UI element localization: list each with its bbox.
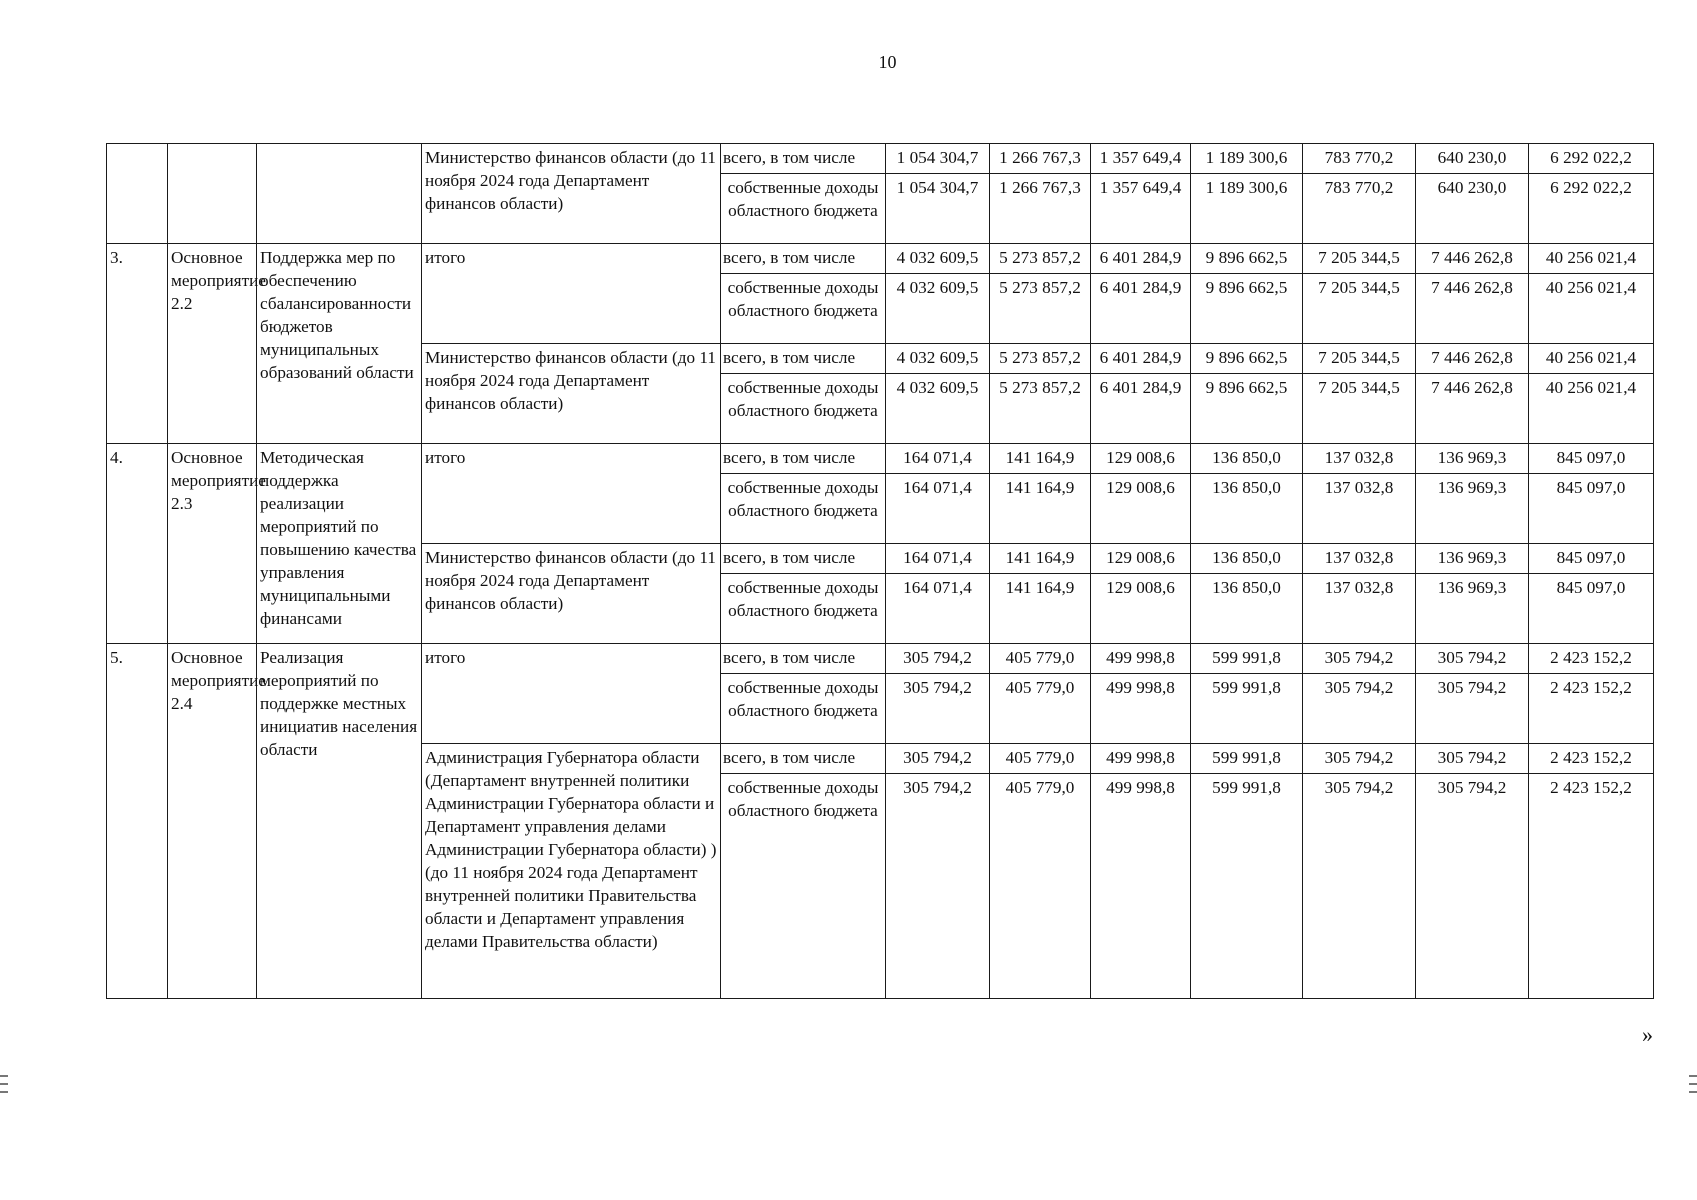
funding-source: всего, в том числе — [721, 344, 886, 374]
amount-cell: 1 357 649,4 — [1091, 174, 1191, 244]
amount-cell: 305 794,2 — [886, 674, 990, 744]
amount-cell: 499 998,8 — [1091, 674, 1191, 744]
amount-cell: 4 032 609,5 — [886, 274, 990, 344]
row-name: Реализация мероприятий по поддержке местных инициатив населения области — [257, 644, 422, 999]
funding-source: всего, в том числе — [721, 144, 886, 174]
amount-cell: 4 032 609,5 — [886, 374, 990, 444]
row-event: Основное мероприятие 2.2 — [168, 244, 257, 444]
funding-source: всего, в том числе — [721, 444, 886, 474]
amount-cell: 7 446 262,8 — [1416, 374, 1529, 444]
amount-cell: 1 357 649,4 — [1091, 144, 1191, 174]
amount-cell: 845 097,0 — [1529, 474, 1654, 544]
executor-cell: Министерство финансов области (до 11 ноября 2024 года Департамент финансов области) — [422, 144, 721, 244]
row-event: Основное мероприятие 2.4 — [168, 644, 257, 999]
amount-cell: 499 998,8 — [1091, 644, 1191, 674]
executor-cell: Администрация Губернатора области (Департамент внутренней политики Администрации Губернатора области и Департамент управления делами Администрации Губернатора области) ) (до 11 ноября 2024 года Департамент внутренней политики Правительства области и Департамент управления делами Правительства области) — [422, 744, 721, 999]
funding-source: собственные доходы областного бюджета — [721, 574, 886, 644]
amount-cell: 305 794,2 — [1416, 644, 1529, 674]
funding-source: всего, в том числе — [721, 244, 886, 274]
amount-cell: 845 097,0 — [1529, 574, 1654, 644]
amount-cell: 640 230,0 — [1416, 144, 1529, 174]
executor-cell: итого — [422, 644, 721, 744]
amount-cell: 40 256 021,4 — [1529, 374, 1654, 444]
amount-cell: 305 794,2 — [1416, 774, 1529, 999]
amount-cell: 405 779,0 — [990, 774, 1091, 999]
budget-table — [106, 143, 1654, 999]
funding-source: всего, в том числе — [721, 544, 886, 574]
amount-cell: 4 032 609,5 — [886, 244, 990, 274]
amount-cell: 5 273 857,2 — [990, 244, 1091, 274]
amount-cell: 7 205 344,5 — [1303, 244, 1416, 274]
row-no: 3. — [107, 244, 168, 444]
table-row — [107, 644, 1654, 674]
amount-cell: 9 896 662,5 — [1191, 374, 1303, 444]
amount-cell: 599 991,8 — [1191, 774, 1303, 999]
amount-cell: 305 794,2 — [1416, 674, 1529, 744]
amount-cell: 6 292 022,2 — [1529, 144, 1654, 174]
amount-cell: 141 164,9 — [990, 574, 1091, 644]
funding-source: собственные доходы областного бюджета — [721, 674, 886, 744]
scan-edge-mark — [0, 1091, 8, 1093]
amount-cell: 845 097,0 — [1529, 544, 1654, 574]
amount-cell: 136 850,0 — [1191, 444, 1303, 474]
table-row — [107, 244, 1654, 274]
scan-edge-mark — [0, 1083, 8, 1085]
amount-cell: 305 794,2 — [1416, 744, 1529, 774]
amount-cell: 136 969,3 — [1416, 544, 1529, 574]
amount-cell: 7 446 262,8 — [1416, 244, 1529, 274]
amount-cell: 136 969,3 — [1416, 574, 1529, 644]
executor-cell: Министерство финансов области (до 11 ноября 2024 года Департамент финансов области) — [422, 344, 721, 444]
scan-edge-mark — [1689, 1075, 1697, 1077]
amount-cell: 499 998,8 — [1091, 774, 1191, 999]
amount-cell: 405 779,0 — [990, 674, 1091, 744]
amount-cell: 405 779,0 — [990, 644, 1091, 674]
amount-cell: 129 008,6 — [1091, 474, 1191, 544]
amount-cell: 1 189 300,6 — [1191, 174, 1303, 244]
amount-cell: 129 008,6 — [1091, 574, 1191, 644]
amount-cell: 1 054 304,7 — [886, 144, 990, 174]
funding-source: всего, в том числе — [721, 644, 886, 674]
row-no: 4. — [107, 444, 168, 644]
funding-source: всего, в том числе — [721, 744, 886, 774]
amount-cell: 164 071,4 — [886, 474, 990, 544]
amount-cell: 599 991,8 — [1191, 644, 1303, 674]
amount-cell: 640 230,0 — [1416, 174, 1529, 244]
amount-cell: 129 008,6 — [1091, 444, 1191, 474]
amount-cell: 783 770,2 — [1303, 144, 1416, 174]
amount-cell: 2 423 152,2 — [1529, 644, 1654, 674]
scan-edge-mark — [1689, 1091, 1697, 1093]
amount-cell: 7 205 344,5 — [1303, 274, 1416, 344]
amount-cell: 141 164,9 — [990, 544, 1091, 574]
amount-cell: 40 256 021,4 — [1529, 344, 1654, 374]
amount-cell: 305 794,2 — [1303, 774, 1416, 999]
amount-cell: 1 189 300,6 — [1191, 144, 1303, 174]
amount-cell: 1 266 767,3 — [990, 144, 1091, 174]
amount-cell: 599 991,8 — [1191, 674, 1303, 744]
page-number: 10 — [878, 52, 897, 72]
amount-cell: 136 850,0 — [1191, 574, 1303, 644]
row-no: 5. — [107, 644, 168, 999]
row-name: Методическая поддержка реализации мероприятий по повышению качества управления муниципальными финансами — [257, 444, 422, 644]
amount-cell: 5 273 857,2 — [990, 374, 1091, 444]
amount-cell: 137 032,8 — [1303, 444, 1416, 474]
amount-cell: 7 446 262,8 — [1416, 274, 1529, 344]
row-name — [257, 144, 422, 244]
funding-source: собственные доходы областного бюджета — [721, 774, 886, 999]
amount-cell: 9 896 662,5 — [1191, 244, 1303, 274]
amount-cell: 499 998,8 — [1091, 744, 1191, 774]
amount-cell: 5 273 857,2 — [990, 344, 1091, 374]
table-row — [107, 144, 1654, 174]
amount-cell: 40 256 021,4 — [1529, 274, 1654, 344]
amount-cell: 9 896 662,5 — [1191, 274, 1303, 344]
amount-cell: 6 292 022,2 — [1529, 174, 1654, 244]
row-name: Поддержка мер по обеспечению сбалансированности бюджетов муниципальных образований области — [257, 244, 422, 444]
amount-cell: 305 794,2 — [1303, 674, 1416, 744]
amount-cell: 129 008,6 — [1091, 544, 1191, 574]
amount-cell: 2 423 152,2 — [1529, 774, 1654, 999]
funding-source: собственные доходы областного бюджета — [721, 274, 886, 344]
amount-cell: 783 770,2 — [1303, 174, 1416, 244]
amount-cell: 7 205 344,5 — [1303, 344, 1416, 374]
funding-source: собственные доходы областного бюджета — [721, 174, 886, 244]
amount-cell: 405 779,0 — [990, 744, 1091, 774]
closing-quote-mark: » — [1642, 1022, 1653, 1047]
amount-cell: 7 205 344,5 — [1303, 374, 1416, 444]
executor-cell: итого — [422, 244, 721, 344]
amount-cell: 1 266 767,3 — [990, 174, 1091, 244]
amount-cell: 305 794,2 — [886, 744, 990, 774]
amount-cell: 136 969,3 — [1416, 474, 1529, 544]
table-row — [107, 444, 1654, 474]
amount-cell: 4 032 609,5 — [886, 344, 990, 374]
amount-cell: 1 054 304,7 — [886, 174, 990, 244]
amount-cell: 40 256 021,4 — [1529, 244, 1654, 274]
amount-cell: 305 794,2 — [886, 644, 990, 674]
amount-cell: 2 423 152,2 — [1529, 744, 1654, 774]
amount-cell: 305 794,2 — [1303, 744, 1416, 774]
amount-cell: 6 401 284,9 — [1091, 244, 1191, 274]
amount-cell: 2 423 152,2 — [1529, 674, 1654, 744]
amount-cell: 136 850,0 — [1191, 544, 1303, 574]
row-event — [168, 144, 257, 244]
scan-edge-mark — [0, 1075, 8, 1077]
amount-cell: 164 071,4 — [886, 544, 990, 574]
amount-cell: 164 071,4 — [886, 444, 990, 474]
amount-cell: 6 401 284,9 — [1091, 374, 1191, 444]
row-event: Основное мероприятие 2.3 — [168, 444, 257, 644]
amount-cell: 7 446 262,8 — [1416, 344, 1529, 374]
funding-source: собственные доходы областного бюджета — [721, 474, 886, 544]
amount-cell: 5 273 857,2 — [990, 274, 1091, 344]
amount-cell: 137 032,8 — [1303, 474, 1416, 544]
amount-cell: 305 794,2 — [1303, 644, 1416, 674]
amount-cell: 137 032,8 — [1303, 574, 1416, 644]
amount-cell: 305 794,2 — [886, 774, 990, 999]
funding-source: собственные доходы областного бюджета — [721, 374, 886, 444]
amount-cell: 141 164,9 — [990, 444, 1091, 474]
amount-cell: 6 401 284,9 — [1091, 274, 1191, 344]
amount-cell: 845 097,0 — [1529, 444, 1654, 474]
row-no — [107, 144, 168, 244]
amount-cell: 136 969,3 — [1416, 444, 1529, 474]
executor-cell: итого — [422, 444, 721, 544]
executor-cell: Министерство финансов области (до 11 ноября 2024 года Департамент финансов области) — [422, 544, 721, 644]
amount-cell: 136 850,0 — [1191, 474, 1303, 544]
scan-edge-mark — [1689, 1083, 1697, 1085]
amount-cell: 599 991,8 — [1191, 744, 1303, 774]
amount-cell: 9 896 662,5 — [1191, 344, 1303, 374]
amount-cell: 141 164,9 — [990, 474, 1091, 544]
amount-cell: 6 401 284,9 — [1091, 344, 1191, 374]
amount-cell: 164 071,4 — [886, 574, 990, 644]
amount-cell: 137 032,8 — [1303, 544, 1416, 574]
